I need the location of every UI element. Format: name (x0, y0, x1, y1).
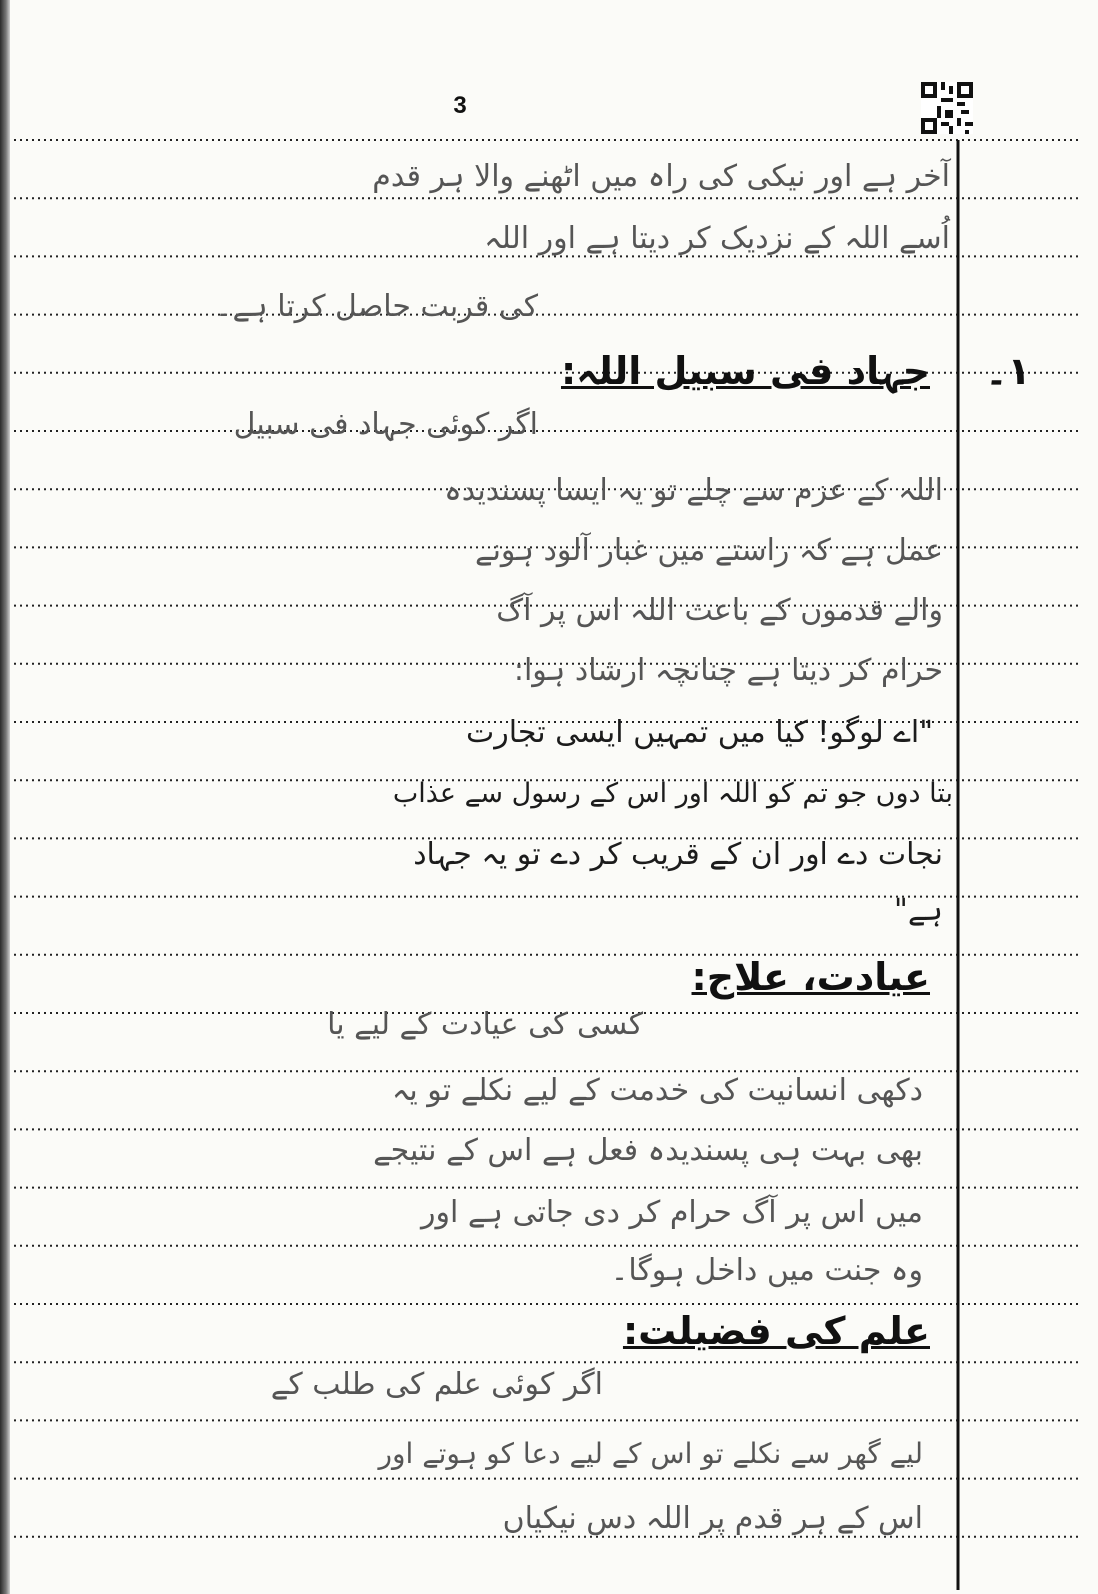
text-line: آخر ہے اور نیکی کی راہ میں اٹھنے والا ہر قدم (372, 159, 950, 194)
text-line: نجات دے اور ان کے قریب کر دے تو یہ جہاد (413, 837, 943, 872)
text-line: اُسے اللہ کے نزدیک کر دیتا ہے اور اللہ (484, 221, 950, 256)
qr-code (921, 82, 973, 134)
section-number: ١۔ (985, 349, 1031, 393)
text-line: اللہ کے عزم سے چلے تو یہ ایسا پسندیدہ (444, 473, 943, 508)
text-line: لیے گھر سے نکلے تو اس کے لیے دعا کو ہوتے اور (378, 1437, 923, 1470)
text-line: "اے لوگو! کیا میں تمہیں ایسی تجارت (465, 715, 933, 750)
binding-spine (0, 0, 10, 1594)
text-line: کسی کی عیادت کے لیے یا (327, 1007, 643, 1042)
text-line: کی قربت حاصل کرتا ہے۔ (214, 289, 538, 324)
text-line: بتا دوں جو تم کو اللہ اور اس کے رسول سے عذاب (392, 778, 953, 809)
section-heading: عیادت، علاج: (691, 955, 930, 999)
text-line: اگر کوئی جہاد فی سبیل (233, 407, 538, 442)
text-line: بھی بہت ہی پسندیدہ فعل ہے اس کے نتیجے (373, 1133, 923, 1168)
text-line: اگر کوئی علم کی طلب کے (270, 1367, 603, 1402)
text-line: ہے" (894, 893, 943, 928)
text-line: والے قدموں کے باعث اللہ اس پر آگ (496, 593, 943, 628)
text-line: میں اس پر آگ حرام کر دی جاتی ہے اور (420, 1195, 923, 1230)
section-heading: جہاد فی سبیل اللہ: (560, 349, 930, 393)
text-line: حرام کر دیتا ہے چنانچہ ارشاد ہوا: (513, 653, 943, 688)
page-number: 3 (453, 92, 467, 119)
text-line: وہ جنت میں داخل ہوگا۔ (610, 1253, 923, 1288)
text-line: دکھی انسانیت کی خدمت کے لیے نکلے تو یہ (391, 1073, 923, 1108)
text-line: عمل ہے کہ راستے میں غبار آلود ہونے (475, 533, 943, 568)
section-heading: علم کی فضیلت: (622, 1309, 930, 1353)
text-line: اس کے ہر قدم پر اللہ دس نیکیاں (502, 1501, 923, 1536)
